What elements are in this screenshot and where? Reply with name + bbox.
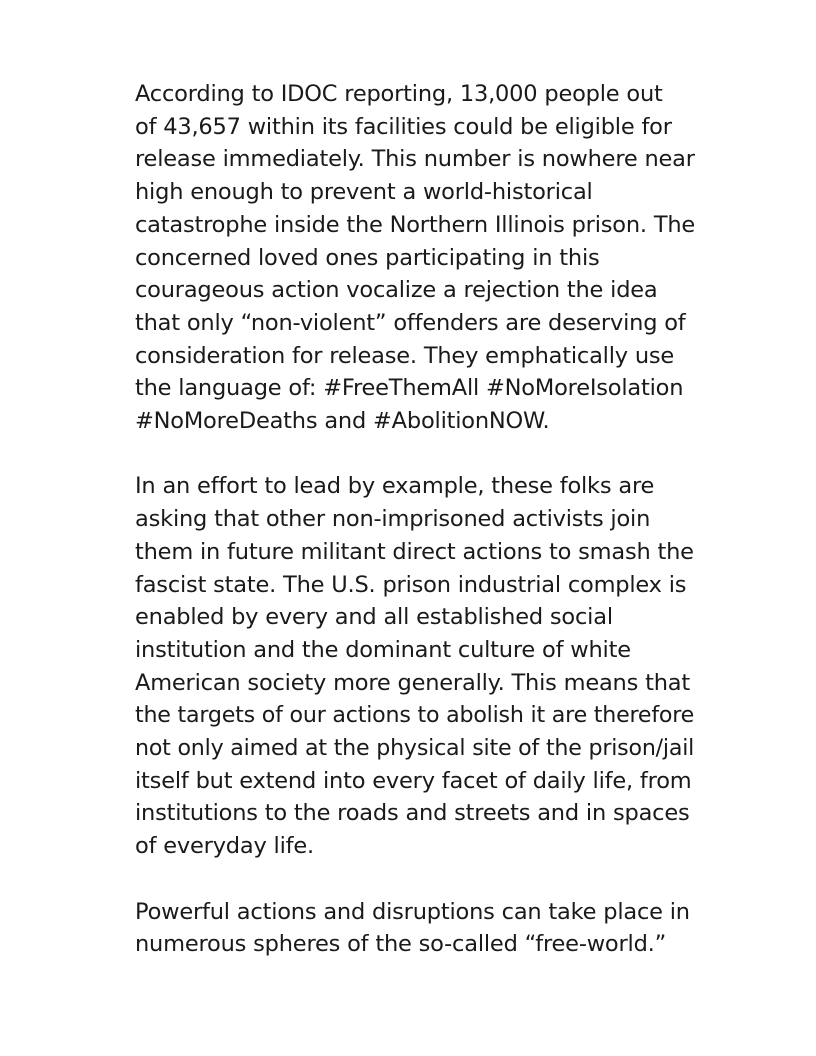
text-line: the targets of our actions to abolish it are therefore (135, 702, 695, 729)
text-line: of everyday life. (135, 833, 314, 860)
text-line: the language of: #FreeThemAll #NoMoreIsolation (135, 375, 684, 402)
text-line: institutions to the roads and streets and in spaces (135, 800, 690, 827)
text-line: high enough to prevent a world-historical (135, 179, 593, 206)
text-line: Powerful actions and disruptions can take place in (135, 898, 690, 925)
text-line: American society more generally. This means that (135, 669, 690, 696)
text-line: itself but extend into every facet of daily life, from (135, 767, 692, 794)
text-line: courageous action vocalize a rejection the idea (135, 277, 658, 304)
text-line: fascist state. The U.S. prison industrial complex is (135, 571, 687, 598)
text-line: institution and the dominant culture of white (135, 636, 631, 663)
text-line: them in future militant direct actions to smash the (135, 538, 694, 565)
paragraph-idoc-release (135, 78, 695, 438)
text-line: that only “non-violent” offenders are deserving of (135, 309, 686, 336)
text-line: catastrophe inside the Northern Illinois prison. The (135, 211, 696, 238)
text-line: not only aimed at the physical site of the prison/jail (135, 735, 695, 762)
document-body (135, 78, 695, 961)
paragraph-powerful-actions (135, 896, 695, 961)
text-line: In an effort to lead by example, these folks are (135, 473, 655, 500)
text-line: enabled by every and all established social (135, 604, 613, 631)
paragraph-lead-by-example (135, 470, 695, 862)
text-line: release immediately. This number is nowhere near (135, 146, 695, 173)
paragraph-spacer (135, 863, 695, 896)
text-line: According to IDOC reporting, 13,000 people out (135, 81, 663, 107)
text-line: asking that other non-imprisoned activists join (135, 506, 651, 533)
paragraph-spacer (135, 438, 695, 471)
text-line: #NoMoreDeaths and #AbolitionNOW. (135, 408, 550, 435)
text-line: of 43,657 within its facilities could be eligible for (135, 113, 672, 140)
text-line: consideration for release. They emphatically use (135, 342, 675, 369)
text-line: concerned loved ones participating in this (135, 244, 600, 271)
text-line: numerous spheres of the so-called “free-world.” (135, 931, 667, 958)
